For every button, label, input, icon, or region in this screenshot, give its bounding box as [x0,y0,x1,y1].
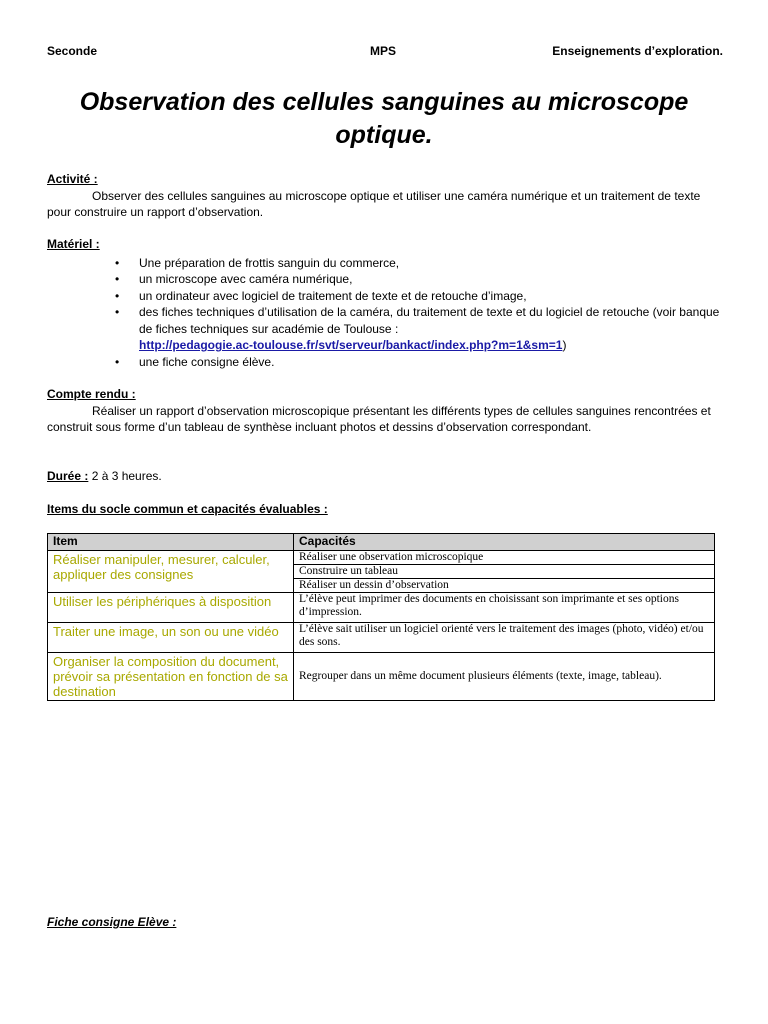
link-close-paren: ) [562,338,567,352]
materiel-heading: Matériel : [47,237,100,251]
duree-value: 2 à 3 heures. [91,469,162,483]
title-line-2: optique. [335,121,433,149]
item-cell: Utiliser les périphériques à disposition [48,593,294,623]
capacite-cell: Réaliser une observation microscopique [294,551,715,565]
list-item: • une fiche consigne élève. [115,354,275,369]
compte-rendu-heading: Compte rendu : [47,387,136,401]
compte-rendu-section [47,386,723,436]
capacite-cell: Construire un tableau [294,565,715,579]
fiches-techniques-link[interactable]: http://pedagogie.ac-toulouse.fr/svt/serveur/bankact/index.php?m=1&sm=1 [139,338,563,352]
list-item: • un ordinateur avec logiciel de traitement de texte et de retouche d’image, [115,288,527,303]
bullet-icon: • [115,255,120,270]
table-row [48,623,715,653]
fiche-consigne-heading: Fiche consigne Elève : [47,915,177,929]
table-row [48,551,715,565]
duree-section [47,468,723,485]
activite-heading: Activité : [47,172,98,186]
list-item: • Une préparation de frottis sanguin du commerce, [115,255,400,270]
title-line-1: Observation des cellules sanguines au microscope [79,88,689,116]
item-cell: Organiser la composition du document, prévoir sa présentation en fonction de sa destination [48,653,294,701]
header-subject: MPS [370,44,397,58]
bullet-icon: • [115,354,120,369]
capacite-cell: Regrouper dans un même document plusieurs éléments (texte, image, tableau). [294,653,715,701]
item-cell: Réaliser manipuler, mesurer, calculer, appliquer des consignes [48,551,294,593]
capacites-table [47,533,715,701]
page-header [47,44,723,60]
activite-text: Observer des cellules sanguines au microscope optique et utiliser une caméra numérique et un traitement de texte pour construire un rapport d’observation. [47,188,701,219]
col-header-item: Item [48,534,294,551]
col-header-capacites: Capacités [294,534,715,551]
list-item: • des fiches techniques d’utilisation de la caméra, du traitement de texte et du logiciel de retouche (voir banque de fiches techniques sur académie de Toulouse : http://pedagogie.ac-toulouse.fr/svt/serveur/bankact/index.php?m=1&sm=1) [115,305,720,352]
item-cell: Traiter une image, un son ou une vidéo [48,623,294,653]
materiel-section [47,236,723,370]
header-level: Seconde [47,44,98,58]
capacite-cell: Réaliser un dessin d’observation [294,579,715,593]
bullet-icon: • [115,305,120,319]
table-row [48,653,715,701]
capacite-cell: L’élève peut imprimer des documents en choisissant son imprimante et ses options d’impression. [294,593,715,623]
materiel-list [47,255,723,371]
list-item: • un microscope avec caméra numérique, [115,272,353,286]
header-course: Enseignements d’exploration. [552,44,723,58]
compte-rendu-text: Réaliser un rapport d’observation microscopique présentant les différents types de cellules sanguines rencontrées et construit sous forme d’un tableau de synthèse incluant photos et dessins d’observation correspondant. [47,403,711,434]
activite-section [47,171,723,221]
page-title [40,86,728,152]
items-section [47,501,723,518]
bullet-icon: • [115,288,120,303]
items-heading: Items du socle commun et capacités évaluables : [47,502,328,516]
table-row [48,593,715,623]
bullet-icon: • [115,272,120,286]
capacite-cell: L’élève sait utiliser un logiciel orienté vers le traitement des images (photo, vidéo) et/ou des sons. [294,623,715,653]
table-header-row [48,534,715,551]
duree-heading: Durée : [47,469,89,483]
